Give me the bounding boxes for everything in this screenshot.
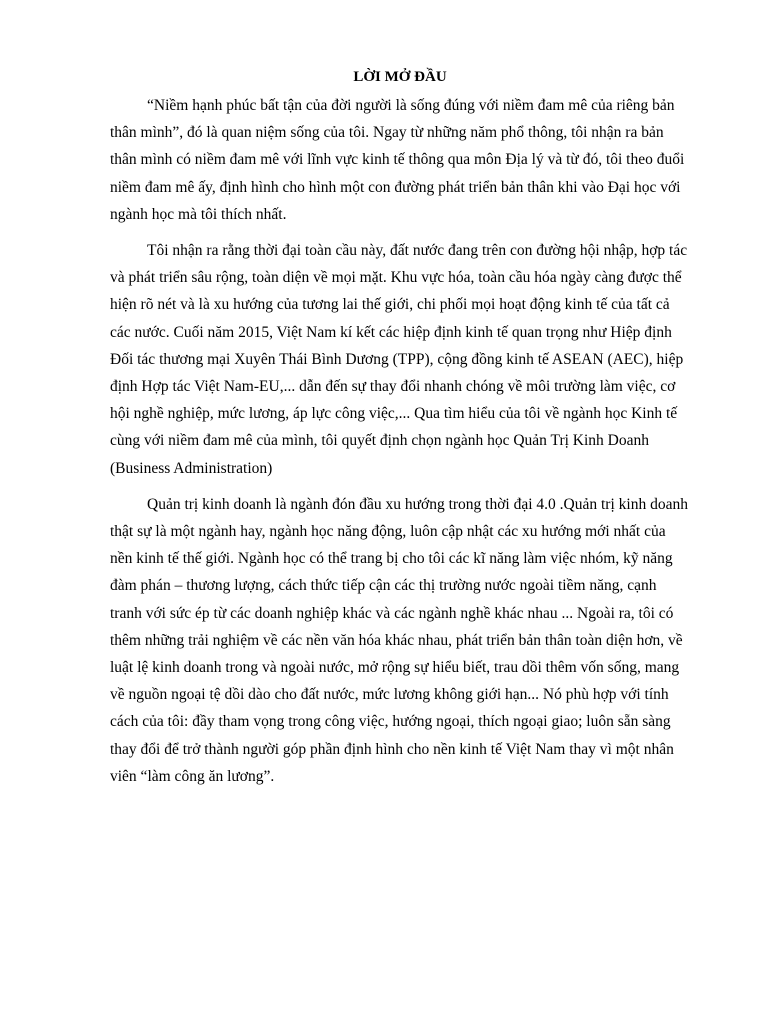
document-page	[110, 66, 690, 799]
paragraph-globalization: Tôi nhận ra rằng thời đại toàn cầu này, đất nước đang trên con đường hội nhập, hợp tác và phát triển sâu rộng, toàn diện về mọi mặt. Khu vực hóa, toàn cầu hóa ngày càng được thể hiện rõ nét và là xu hướng của tương lai thế giới, chi phối mọi hoạt động kinh tế của tất cả các nước. Cuối năm 2015, Việt Nam kí kết các hiệp định kinh tế quan trọng như Hiệp định Đối tác thương mại Xuyên Thái Bình Dương (TPP), cộng đồng kinh tế ASEAN (AEC), hiệp định Hợp tác Việt Nam-EU,... dẫn đến sự thay đổi nhanh chóng về môi trường làm việc, cơ hội nghề nghiệp, mức lương, áp lực công việc,... Qua tìm hiểu của tôi về ngành học Kinh tế cùng với niềm đam mê của mình, tôi quyết định chọn ngành học Quản Trị Kinh Doanh (Business Administration)	[110, 242, 688, 477]
paragraph-business-administration: Quản trị kinh doanh là ngành đón đầu xu hướng trong thời đại 4.0 .Quản trị kinh doanh thật sự là một ngành hay, ngành học năng động, luôn cập nhật các xu hướng mới nhất của nền kinh tế thế giới. Ngành học có thể trang bị cho tôi các kĩ năng làm việc nhóm, kỹ năng đàm phán – thương lượng, cách thức tiếp cận các thị trường nước ngoài tiềm năng, cạnh tranh với sức ép từ các doanh nghiệp khác và các ngành nghề khác nhau ... Ngoài ra, tôi có thêm những trải nghiệm về các nền văn hóa khác nhau, phát triển bản thân toàn diện hơn, về luật lệ kinh doanh trong và ngoài nước, mở rộng sự hiểu biết, trau dồi thêm vốn sống, mang về nguồn ngoại tệ dồi dào cho đất nước, mức lương không giới hạn... Nó phù hợp với tính cách của tôi: đầy tham vọng trong công việc, hướng ngoại, thích ngoại giao; luôn sẵn sàng thay đổi để trở thành người góp phần định hình cho nền kinh tế Việt Nam thay vì một nhân viên “làm công ăn lương”.	[110, 495, 688, 785]
paragraph-passion: “Niềm hạnh phúc bất tận của đời người là sống đúng với niềm đam mê của riêng bản thân mình”, đó là quan niệm sống của tôi. Ngay từ những năm phổ thông, tôi nhận ra bản thân mình có niềm đam mê với lĩnh vực kinh tế thông qua môn Địa lý và từ đó, tôi theo đuổi niềm đam mê ấy, định hình cho hình một con đường phát triển bản thân khi vào Đại học với ngành học mà tôi thích nhất.	[110, 97, 685, 223]
document-title: LỜI MỞ ĐẦU	[353, 69, 447, 85]
